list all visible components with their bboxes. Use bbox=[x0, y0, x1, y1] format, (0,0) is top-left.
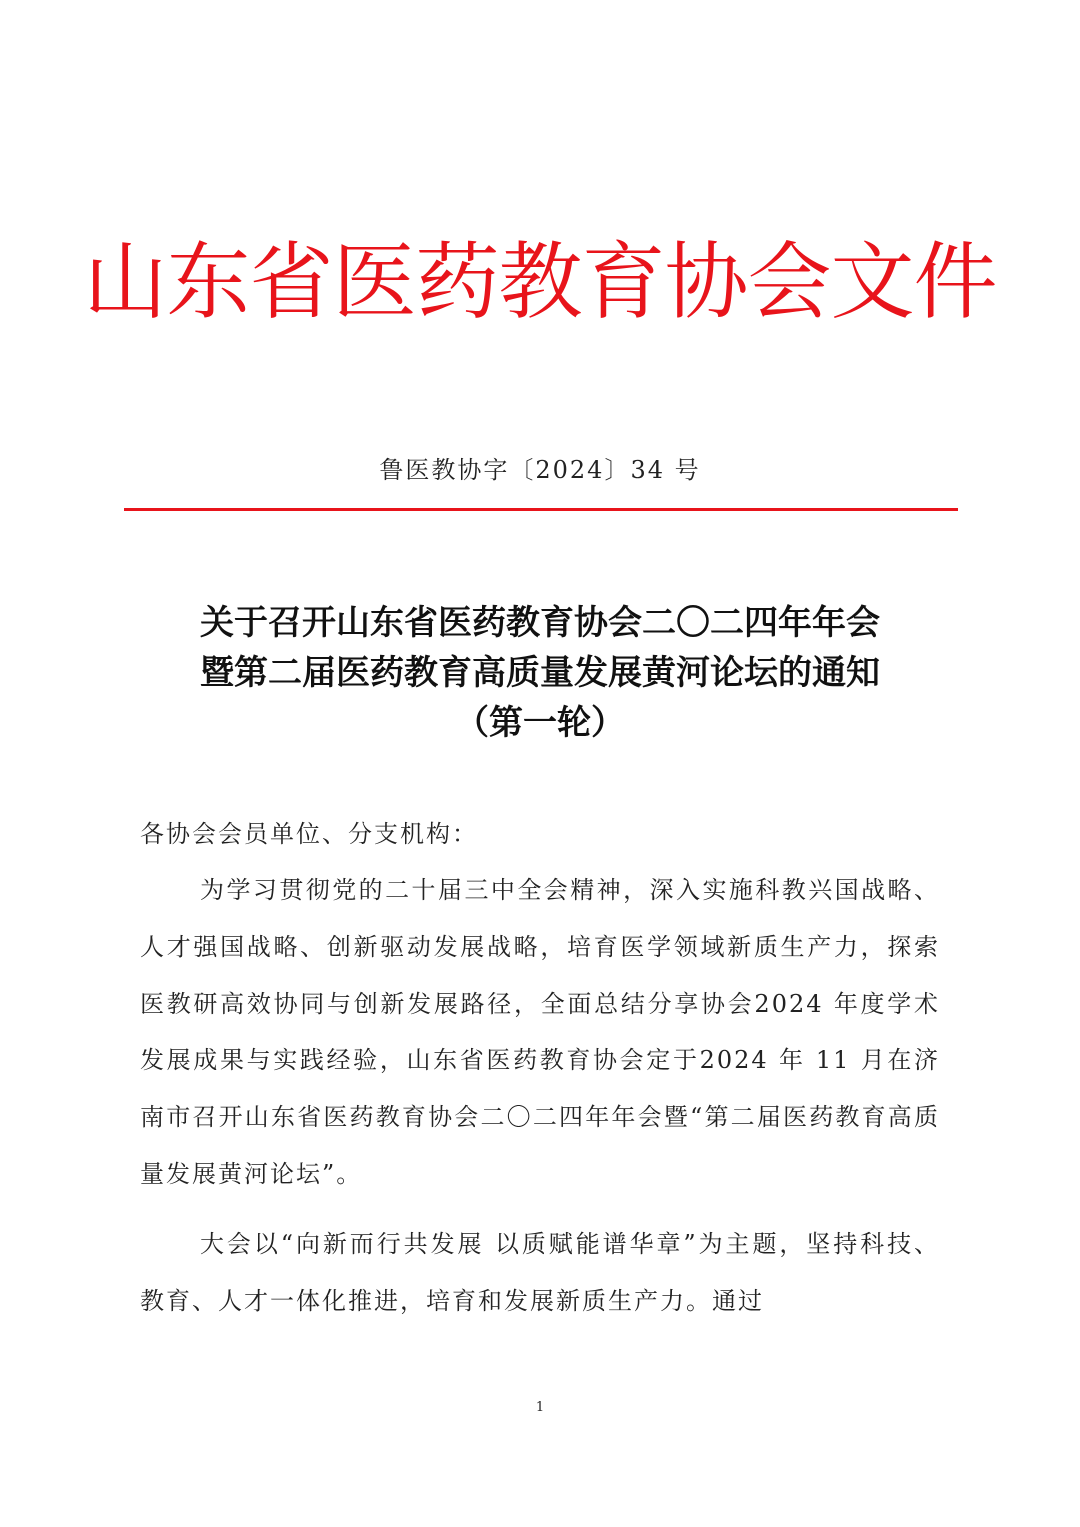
red-divider-line bbox=[124, 508, 958, 511]
document-number: 鲁医教协字〔2024〕34 号 bbox=[379, 456, 701, 484]
page-number: 1 bbox=[535, 1400, 545, 1415]
salutation: 各协会会员单位、分支机构： bbox=[140, 820, 478, 848]
notice-title-line-3: （第一轮） bbox=[455, 703, 625, 743]
notice-title-line-2: 暨第二届医药教育高质量发展黄河论坛的通知 bbox=[200, 653, 880, 693]
notice-title bbox=[110, 598, 970, 748]
notice-title-line-1: 关于召开山东省医药教育协会二〇二四年年会 bbox=[200, 603, 880, 643]
org-header-title: 山东省医药教育协会文件 bbox=[83, 233, 997, 331]
body-paragraph-2: 大会以“向新而行共发展 以质赋能谱华章”为主题，坚持科技、教育、人才一体化推进，培育和发展新质生产力。通过 bbox=[140, 1230, 940, 1315]
body-paragraph-1: 为学习贯彻党的二十届三中全会精神，深入实施科教兴国战略、人才强国战略、创新驱动发展战略，培育医学领域新质生产力，探索医教研高效协同与创新发展路径，全面总结分享协会2024 年度学术发展成果与实践经验，山东省医药教育协会定于2024 年 11 月在济南市召开山东省医药教育协会二〇二四年年会暨“第二届医药教育高质量发展黄河论坛”。 bbox=[140, 876, 940, 1188]
